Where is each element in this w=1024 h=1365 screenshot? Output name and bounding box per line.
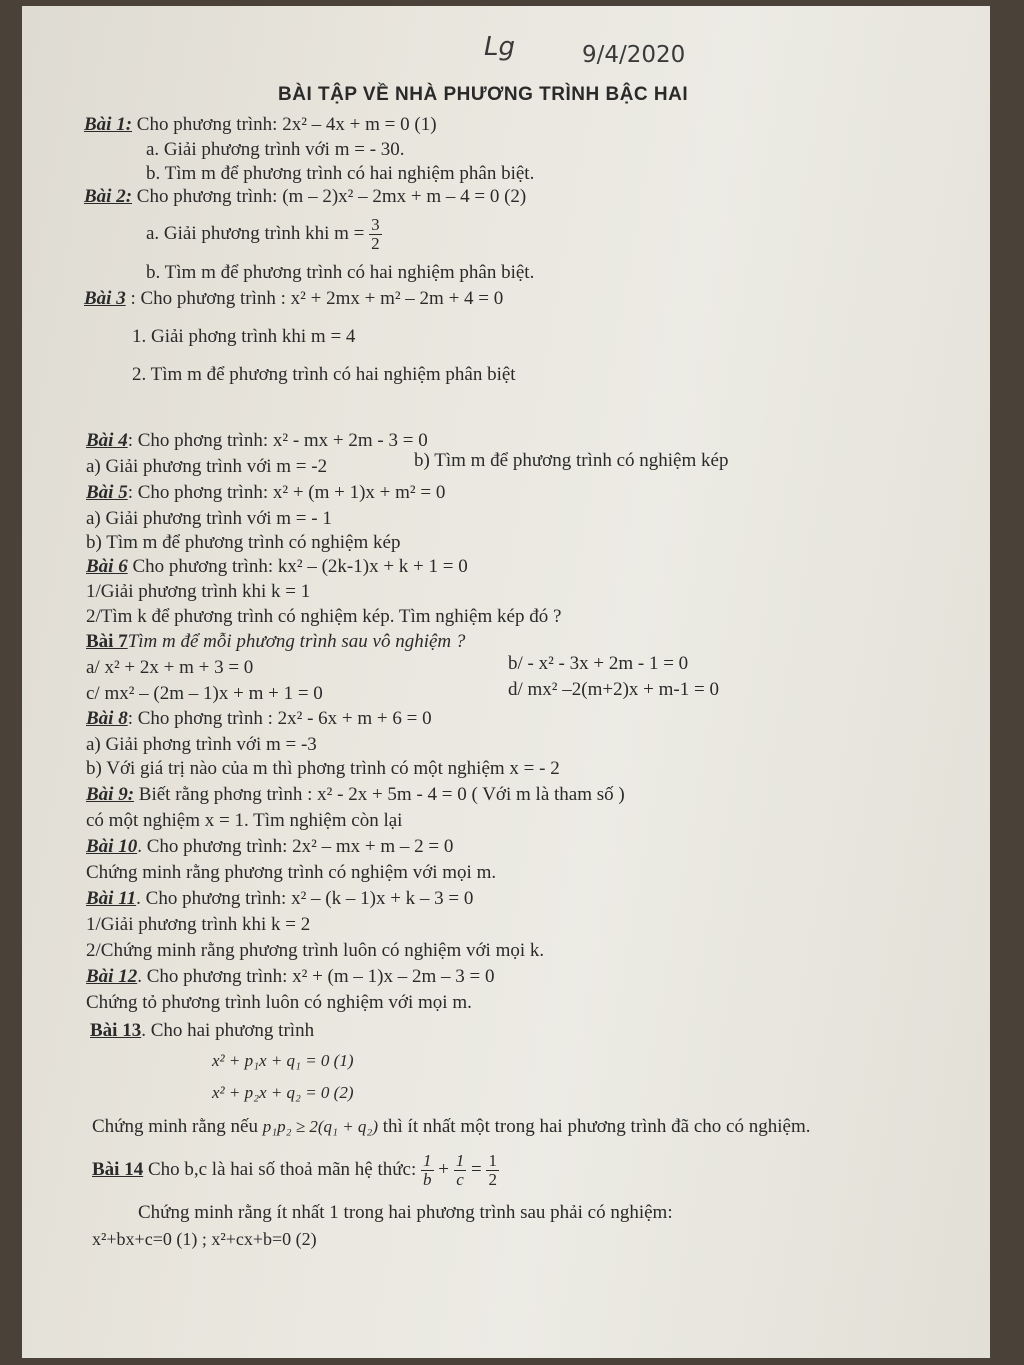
b2-a-text: a. Giải phương trình khi m = bbox=[146, 223, 370, 244]
b7-label: Bài 7 bbox=[86, 631, 128, 652]
b12-l1: Chứng tỏ phương trình luôn có nghiệm với mọi m. bbox=[86, 992, 472, 1013]
b13-condition: p₁p₂ ≥ 2(q₁ + q₂) bbox=[262, 1117, 378, 1136]
b2-eq: (m – 2)x² – 2mx + m – 4 = 0 (2) bbox=[282, 186, 527, 207]
b2-a-num: 3 bbox=[371, 215, 380, 235]
b4-label: Bài 4 bbox=[86, 430, 128, 451]
b4-a: a) Giải phương trình với m = -2 bbox=[86, 456, 328, 477]
b13-text: . Cho hai phương trình bbox=[141, 1020, 315, 1041]
b14-text: Cho b,c là hai số thoả mãn hệ thức: bbox=[143, 1159, 422, 1180]
b8-label: Bài 8 bbox=[86, 708, 128, 729]
handwritten-date: 9/4/2020 bbox=[582, 42, 686, 68]
b14-frac-3-num: 1 bbox=[488, 1151, 497, 1171]
b14-l1: Chứng minh rằng ít nhất 1 trong hai phương trình sau phải có nghiệm: bbox=[138, 1202, 673, 1223]
b10-header bbox=[86, 836, 453, 858]
b3-l2: 2. Tìm m để phương trình có hai nghiệm phân biệt bbox=[132, 364, 516, 385]
b6-text: Cho phương trình: bbox=[127, 556, 278, 577]
b7-d: d/ mx² –2(m+2)x + m-1 = 0 bbox=[508, 679, 719, 700]
b3-eq: x² + 2mx + m² – 2m + 4 = 0 bbox=[290, 288, 504, 309]
b8-text: : Cho phơng trình : bbox=[127, 708, 278, 729]
b13-l1-a: Chứng minh rằng nếu bbox=[92, 1116, 263, 1137]
b7-b: b/ - x² - 3x + 2m - 1 = 0 bbox=[508, 653, 689, 674]
b8-eq: 2x² - 6x + m + 6 = 0 bbox=[277, 708, 432, 729]
b4-header bbox=[86, 430, 428, 452]
b1-eq: 2x² – 4x + m = 0 (1) bbox=[282, 114, 437, 135]
b2-text: Cho phương trình: bbox=[132, 186, 283, 207]
b14-frac-2-den: c bbox=[456, 1170, 464, 1190]
b11-l2: 2/Chứng minh rằng phương trình luôn có nghiệm với mọi k. bbox=[86, 940, 545, 961]
b4-text: : Cho phơng trình: bbox=[127, 430, 273, 451]
b12-text: . Cho phương trình: bbox=[137, 966, 293, 987]
b5-a: a) Giải phương trình với m = - 1 bbox=[86, 508, 332, 529]
b11-l1: 1/Giải phương trình khi k = 2 bbox=[86, 914, 311, 935]
b3-header bbox=[84, 288, 503, 310]
b13-header bbox=[90, 1020, 314, 1042]
b2-a bbox=[146, 214, 382, 254]
b9-text: Biết rằng phơng trình : bbox=[134, 784, 318, 805]
b13-eq1: x² + p₁x + q₁ = 0 (1) bbox=[212, 1051, 354, 1070]
b13-l1-b: thì ít nhất một trong hai phương trình đã cho có nghiệm. bbox=[378, 1116, 811, 1137]
b3-text: : Cho phương trình : bbox=[125, 288, 291, 309]
b2-b: b. Tìm m để phương trình có hai nghiệm phân biệt. bbox=[146, 262, 535, 283]
b2-a-den: 2 bbox=[371, 234, 380, 254]
b12-header bbox=[86, 966, 494, 988]
b1-header bbox=[84, 114, 437, 136]
b11-eq: x² – (k – 1)x + k – 3 = 0 bbox=[291, 888, 474, 909]
b9-eq: x² - 2x + 5m - 4 = 0 ( Với m là tham số ) bbox=[317, 784, 625, 805]
b10-label: Bài 10 bbox=[86, 836, 138, 857]
b1-b: b. Tìm m để phương trình có hai nghiệm phân biệt. bbox=[146, 163, 535, 184]
b14-label: Bài 14 bbox=[92, 1159, 144, 1180]
b14-frac-2 bbox=[454, 1152, 467, 1189]
b10-eq: 2x² – mx + m – 2 = 0 bbox=[292, 836, 454, 857]
b9-l1: có một nghiệm x = 1. Tìm nghiệm còn lại bbox=[86, 810, 403, 831]
b9-label: Bài 9: bbox=[86, 784, 135, 805]
b7-text: Tìm m để mỗi phương trình sau vô nghiệm ? bbox=[127, 631, 466, 652]
b14-frac-1-num: 1 bbox=[423, 1151, 432, 1171]
page-title: BÀI TẬP VỀ NHÀ PHƯƠNG TRÌNH BẬC HAI bbox=[278, 84, 689, 105]
b10-l1: Chứng minh rằng phương trình có nghiệm với mọi m. bbox=[86, 862, 497, 883]
b13-label: Bài 13 bbox=[90, 1020, 142, 1041]
b8-header bbox=[86, 708, 432, 730]
b14-frac-3-den: 2 bbox=[488, 1170, 497, 1190]
b5-header bbox=[86, 482, 445, 504]
b14-frac-1 bbox=[421, 1152, 434, 1189]
b2-a-fraction bbox=[369, 216, 382, 253]
b6-eq: kx² – (2k-1)x + k + 1 = 0 bbox=[277, 556, 468, 577]
b2-header bbox=[84, 186, 526, 208]
b8-a: a) Giải phơng trình với m = -3 bbox=[86, 734, 317, 755]
b5-label: Bài 5 bbox=[86, 482, 128, 503]
handwritten-class: Lg bbox=[484, 32, 515, 62]
b6-l2: 2/Tìm k để phương trình có nghiệm kép. Tìm nghiệm kép đó ? bbox=[86, 606, 562, 627]
b14-frac-3 bbox=[486, 1152, 499, 1189]
b7-header bbox=[86, 631, 465, 653]
b6-header bbox=[86, 556, 468, 578]
b9-header bbox=[86, 784, 625, 806]
b6-label: Bài 6 bbox=[86, 556, 128, 577]
worksheet-page bbox=[22, 6, 990, 1358]
b14-frac-2-num: 1 bbox=[455, 1151, 465, 1171]
b12-label: Bài 12 bbox=[86, 966, 138, 987]
b3-label: Bài 3 bbox=[84, 288, 126, 309]
b5-b: b) Tìm m để phương trình có nghiệm kép bbox=[86, 532, 401, 553]
b2-label: Bài 2: bbox=[84, 186, 133, 207]
b7-a: a/ x² + 2x + m + 3 = 0 bbox=[86, 657, 254, 678]
b13-eq2: x² + p₂x + q₂ = 0 (2) bbox=[212, 1083, 354, 1102]
b4-b: b) Tìm m để phương trình có nghiệm kép bbox=[414, 450, 729, 471]
b14-header: Bài 14 Cho b,c là hai số thoả mãn hệ thức: $\frac{1}{b}$ + $\frac{1}{c}$ = $\frac{1}{2}$ bbox=[92, 1151, 497, 1190]
b4-eq: x² - mx + 2m - 3 = 0 bbox=[272, 430, 428, 451]
b6-l1: 1/Giải phương trình khi k = 1 bbox=[86, 581, 311, 602]
b14-l2: x²+bx+c=0 (1) ; x²+cx+b=0 (2) bbox=[92, 1229, 317, 1249]
b1-label: Bài 1: bbox=[84, 114, 133, 135]
b12-eq: x² + (m – 1)x – 2m – 3 = 0 bbox=[292, 966, 495, 987]
b10-text: . Cho phương trình: bbox=[137, 836, 293, 857]
b5-eq: x² + (m + 1)x + m² = 0 bbox=[272, 482, 446, 503]
b8-b: b) Với giá trị nào của m thì phơng trình có một nghiệm x = - 2 bbox=[86, 758, 560, 779]
b13-l1 bbox=[92, 1116, 810, 1138]
b11-label: Bài 11 bbox=[86, 888, 137, 909]
b5-text: : Cho phơng trình: bbox=[127, 482, 273, 503]
b3-l1: 1. Giải phơng trình khi m = 4 bbox=[132, 326, 356, 347]
b11-text: . Cho phương trình: bbox=[136, 888, 292, 909]
b11-header bbox=[86, 888, 473, 910]
b1-text: Cho phương trình: bbox=[132, 114, 283, 135]
b14-frac-1-den: b bbox=[423, 1170, 432, 1190]
b7-c: c/ mx² – (2m – 1)x + m + 1 = 0 bbox=[86, 683, 323, 704]
b1-a: a. Giải phương trình với m = - 30. bbox=[146, 139, 405, 160]
